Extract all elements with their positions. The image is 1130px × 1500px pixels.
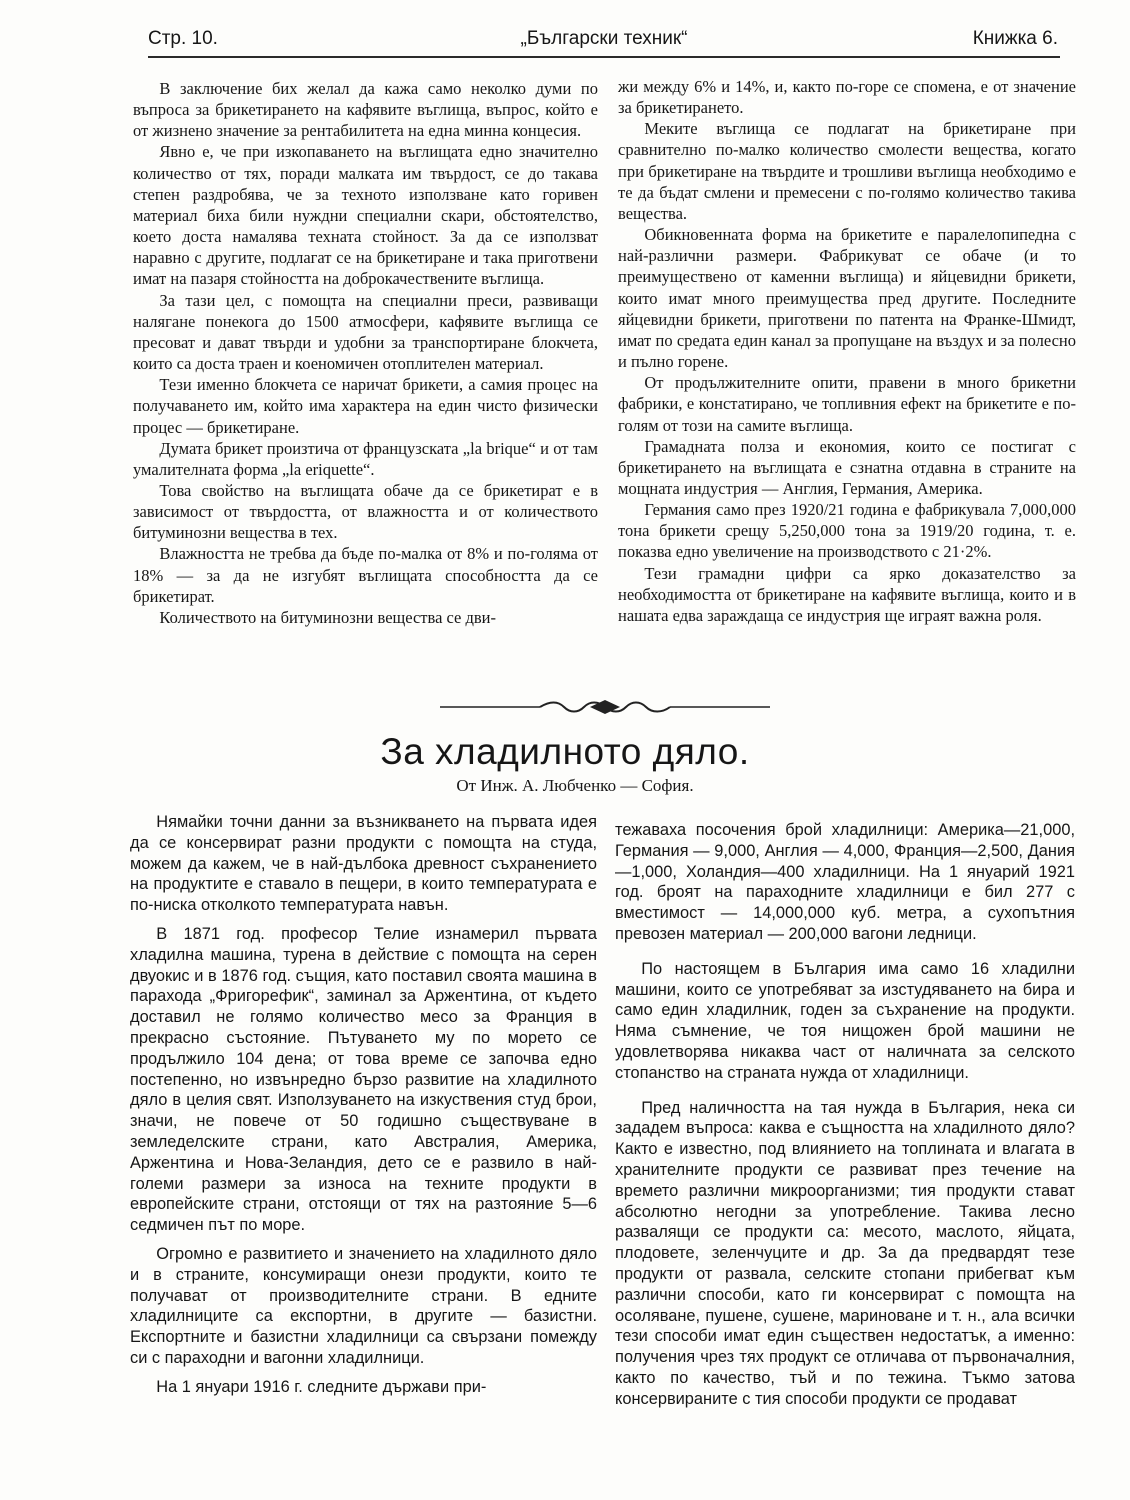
paragraph: Количеството на битуминозни вещества се дви- xyxy=(159,607,496,627)
paragraph: Думата брикет произтича от французската „la brique“ и от там умалителната форма „la eriquette“. xyxy=(133,438,598,479)
paragraph: Нямайки точни данни за възникването на първата идея да се консервират разни продукти с помощта на студа, можем да кажем, че в най-дълбока древност съхранението на продуктите е ставало в пещери, в които температурата е по-ниска отколкото температурата навън. xyxy=(130,813,597,915)
article-title: За хладилното дяло. xyxy=(380,731,750,772)
issue-number: Книжка 6. xyxy=(972,28,1058,49)
paragraph: В заключение бих желал да кажа само неколко думи по въпроса за брикетирането на кафявите въглища, въпрос, който е от жизнено значение за рентабилитета на една минна концесия. xyxy=(133,79,598,141)
article-byline: От Инж. А. Любченко — София. xyxy=(456,776,694,795)
paragraph: Обикновенната форма на брикетите е паралелопипедна с най-различни размери. Фабрикуват се обаче (и то преимуществено от каменни въглища) и яйцевидни брикети, които имат много преимущества пред другите. Последните яйцевидни брикети, приготвени по патента на Франке-Шмидт, имат по средата един канал за пропущане на въздух и за полесно и пълно горене. xyxy=(618,225,1076,372)
journal-title: „Български техник“ xyxy=(520,28,688,49)
paragraph: Влажността не требва да бъде по-малка от 8% и по-голяма от 18% — за да не изгубят въглищата способността да се брикетират. xyxy=(133,544,598,606)
page-number: Стр. 10. xyxy=(148,28,218,49)
article2-left-column xyxy=(130,812,597,1398)
paragraph: В 1871 год. професор Телие изнамерил първата хладилна машина, турена в действие с помощта на серен двуокис и в 1876 год. същия, като поставил своята машина в парахода „Фригорефик“, заминал за Аржентина, от където доставил не голямо количество месо за Франция в прекрасно състояние. Пътуването му по морето се продължило 104 дена; от това време се започва едно постепенно, но извънредно бързо развитие на хладилното дяло в целия свят. Използуването на изкуствения студ брои, значи, не повече от 50 годишно съществуване в земледелските страни, като Австралия, Америка, Аржентина и Нова-Зеландия, дето се е развило в най-големи размери за износа на техните продукти в европейските страни, отстоящи от тях на разтояние 5—6 седмичен път по море. xyxy=(130,924,597,1235)
paragraph: На 1 януари 1916 г. следните държави при- xyxy=(156,1377,487,1396)
paragraph: За тази цел, с помощта на специални преси, развиващи налягане понекога до 1500 атмосфери, кафявите въглища се пресоват и дават твърди и удобни за транспортиране блокчета, които са доста траен и коеномичен отоплителен материал. xyxy=(133,290,598,374)
paragraph: Меките въглища се подлагат на брикетиране при сравнително по-малко количество смолести вещества, когато при брикетиране на твърдите и трошливи въглища необходимо е те да бъдат смлени и премесени с по-голямо количество такива вещества. xyxy=(618,119,1076,223)
article1-right-column xyxy=(618,76,1076,626)
paragraph: тежаваха посочения брой хладилници: Америка—21,000, Германия — 9,000, Англия — 4,000, Франция—2,500, Дания—1,000, Холандия—400 хладилници. На 1 януарий 1921 год. броят на параходните хладилници е бил 277 с вместимост — 14,000,000 куб. метра, а сухопътния превозен материал — 200,000 вагони ледници. xyxy=(615,821,1075,943)
article1-left-column xyxy=(133,78,598,628)
paragraph: жи между 6% и 14%, и, както по-горе се спомена, е от значение за брикетирането. xyxy=(618,77,1076,118)
ornament-divider xyxy=(440,697,770,717)
paragraph: По настоящем в България има само 16 хладилни машини, които се употребяват за изстудяването на бира и само един хладилник, годен за съхранение на продукти. Няма съмнение, че тоя нищожен брой машини не удовлетворява никаква част от наличната за селското стопанство на страната нужда от хладилници. xyxy=(615,959,1075,1082)
paragraph: Пред наличността на тая нужда в България, нека си зададем въпроса: каква е същността на хладилното дяло? Както е известно, под влиянието на топлината и влагата в хранителните продукти се развиват през течение на времето различни микроорганизми; тия продукти стават абсолютно негодни за употребление. Такива лесно развалящи се продукти са: месото, маслото, яйцата, плодовете, зеленчуците и др. За да предвардят тезе продукти от развала, селските стопани прибегват към различни способи, като ги консервират с помощта на осоляване, пушене, сушене, мариноване и т. н., ала всички тези способи имат един съществен недостатък, а именно: получения чрез тях продукт се отличава от първоначалния, както по качество, тъй и по тежина. Тъкмо затова консервираните с тия способи продукти се продават xyxy=(615,1098,1075,1408)
paragraph: Грамадната полза и економия, които се постигат с брикетирането на въглищата е сзнатна отдавна в страните на мощната индустрия — Англия, Германия, Америка. xyxy=(618,436,1076,498)
paragraph: Явно е, че при изкопаването на въглищата едно значително количество от тях, поради малката им твърдост, се до такава степен раздробява, че за техното използване като горивен материал биха били нуждни специални скари, обстоятелство, което доста намалява техната стойност. За да се използват наравно с другите, подлагат се на брикетиране и така приготвени имат на пазаря стойността на доброкачествените въглища. xyxy=(133,142,598,289)
paragraph: От продължителните опити, правени в много брикетни фабрики, е констатирано, че топливния ефект на брикетите е по-голям от този на самите въглища. xyxy=(618,373,1076,435)
running-header xyxy=(148,28,1060,58)
paragraph: Тези грамадни цифри са ярко доказателство за необходимостта от брикетиране на кафявите въглища, които и в нашата едва зараждаща се индустрия ще играят важна роля. xyxy=(618,563,1076,625)
paragraph: Това свойство на въглищата обаче да се брикетират е в зависимост от твърдостта, от влажността и от количеството битуминозни вещества в тех. xyxy=(133,480,598,543)
paragraph: Германия само през 1920/21 година е фабрикувала 7,000,000 тона брикети срещу 5,250,000 тона за 1919/20 година, т. е. показва едно увеличение на производството с 21·2%. xyxy=(618,500,1076,562)
article2-right-column xyxy=(615,820,1075,1410)
paragraph: Огромно е развитието и значението на хладилното дяло и в страните, консумиращи онези продукти, които те получават от производителните страни. В едните хладилниците са експортни, в другите — базистни. Експортните и базистни хладилници са свързани помежду си с параходни и вагонни хладилници. xyxy=(130,1244,597,1367)
paragraph: Тези именно блокчета се наричат брикети, а самия процес на получаването им, който има характера на един чисто физически процес — брикетиране. xyxy=(133,375,598,437)
